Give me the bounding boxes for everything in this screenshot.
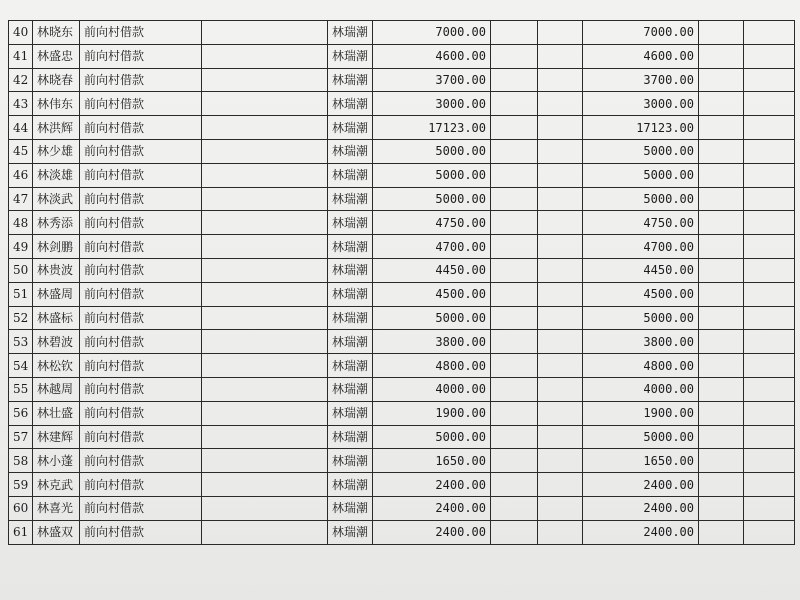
blank-cell (699, 473, 744, 497)
blank-cell (538, 116, 583, 140)
blank-cell (538, 496, 583, 520)
table-row (9, 139, 795, 163)
loan-ledger-table (8, 20, 795, 545)
balance-amount: 4000.00 (583, 377, 699, 401)
blank-cell (744, 496, 795, 520)
blank-cell (538, 68, 583, 92)
handler-name: 林瑞潮 (328, 473, 373, 497)
loan-amount: 4600.00 (373, 44, 491, 68)
blank-cell (491, 306, 538, 330)
loan-item: 前向村借款 (80, 258, 202, 282)
blank-cell (699, 425, 744, 449)
table-row (9, 496, 795, 520)
row-number: 47 (9, 187, 33, 211)
loan-item: 前向村借款 (80, 282, 202, 306)
loan-amount: 4500.00 (373, 282, 491, 306)
borrower-name: 林淡武 (33, 187, 80, 211)
blank-cell (699, 116, 744, 140)
loan-amount: 5000.00 (373, 187, 491, 211)
loan-amount: 7000.00 (373, 21, 491, 45)
blank-cell (202, 92, 328, 116)
handler-name: 林瑞潮 (328, 92, 373, 116)
blank-cell (538, 306, 583, 330)
balance-amount: 2400.00 (583, 473, 699, 497)
table-row (9, 282, 795, 306)
handler-name: 林瑞潮 (328, 163, 373, 187)
loan-amount: 17123.00 (373, 116, 491, 140)
blank-cell (538, 211, 583, 235)
blank-cell (491, 68, 538, 92)
borrower-name: 林盛周 (33, 282, 80, 306)
loan-amount: 3000.00 (373, 92, 491, 116)
loan-item: 前向村借款 (80, 44, 202, 68)
blank-cell (699, 449, 744, 473)
blank-cell (538, 520, 583, 544)
handler-name: 林瑞潮 (328, 496, 373, 520)
borrower-name: 林晓春 (33, 68, 80, 92)
loan-item: 前向村借款 (80, 354, 202, 378)
blank-cell (538, 44, 583, 68)
table-row (9, 354, 795, 378)
balance-amount: 5000.00 (583, 425, 699, 449)
balance-amount: 4450.00 (583, 258, 699, 282)
blank-cell (491, 425, 538, 449)
blank-cell (202, 282, 328, 306)
blank-cell (538, 163, 583, 187)
blank-cell (699, 330, 744, 354)
blank-cell (699, 211, 744, 235)
table-row (9, 21, 795, 45)
blank-cell (202, 330, 328, 354)
balance-amount: 2400.00 (583, 520, 699, 544)
row-number: 52 (9, 306, 33, 330)
row-number: 42 (9, 68, 33, 92)
balance-amount: 4500.00 (583, 282, 699, 306)
blank-cell (538, 282, 583, 306)
blank-cell (699, 258, 744, 282)
blank-cell (202, 163, 328, 187)
blank-cell (699, 92, 744, 116)
blank-cell (202, 258, 328, 282)
loan-amount: 5000.00 (373, 306, 491, 330)
blank-cell (744, 92, 795, 116)
table-row (9, 401, 795, 425)
loan-amount: 1650.00 (373, 449, 491, 473)
blank-cell (491, 211, 538, 235)
borrower-name: 林越周 (33, 377, 80, 401)
borrower-name: 林壮盛 (33, 401, 80, 425)
loan-amount: 4450.00 (373, 258, 491, 282)
blank-cell (744, 139, 795, 163)
borrower-name: 林晓东 (33, 21, 80, 45)
handler-name: 林瑞潮 (328, 330, 373, 354)
handler-name: 林瑞潮 (328, 139, 373, 163)
loan-item: 前向村借款 (80, 425, 202, 449)
blank-cell (202, 68, 328, 92)
loan-amount: 2400.00 (373, 473, 491, 497)
loan-amount: 4800.00 (373, 354, 491, 378)
blank-cell (744, 377, 795, 401)
blank-cell (202, 187, 328, 211)
borrower-name: 林碧波 (33, 330, 80, 354)
borrower-name: 林剑鹏 (33, 235, 80, 259)
blank-cell (491, 21, 538, 45)
blank-cell (699, 235, 744, 259)
table-row (9, 449, 795, 473)
handler-name: 林瑞潮 (328, 211, 373, 235)
loan-item: 前向村借款 (80, 68, 202, 92)
handler-name: 林瑞潮 (328, 187, 373, 211)
balance-amount: 5000.00 (583, 306, 699, 330)
blank-cell (538, 21, 583, 45)
blank-cell (744, 354, 795, 378)
balance-amount: 5000.00 (583, 187, 699, 211)
blank-cell (538, 235, 583, 259)
table-row (9, 235, 795, 259)
loan-amount: 2400.00 (373, 520, 491, 544)
loan-item: 前向村借款 (80, 449, 202, 473)
blank-cell (744, 473, 795, 497)
handler-name: 林瑞潮 (328, 377, 373, 401)
row-number: 49 (9, 235, 33, 259)
blank-cell (699, 496, 744, 520)
row-number: 58 (9, 449, 33, 473)
balance-amount: 4800.00 (583, 354, 699, 378)
blank-cell (491, 330, 538, 354)
blank-cell (491, 44, 538, 68)
borrower-name: 林盛标 (33, 306, 80, 330)
table-row (9, 520, 795, 544)
balance-amount: 17123.00 (583, 116, 699, 140)
table-row (9, 473, 795, 497)
loan-amount: 3800.00 (373, 330, 491, 354)
blank-cell (202, 116, 328, 140)
table-row (9, 425, 795, 449)
blank-cell (491, 163, 538, 187)
balance-amount: 5000.00 (583, 163, 699, 187)
handler-name: 林瑞潮 (328, 449, 373, 473)
blank-cell (744, 44, 795, 68)
blank-cell (744, 330, 795, 354)
row-number: 53 (9, 330, 33, 354)
loan-item: 前向村借款 (80, 163, 202, 187)
blank-cell (538, 473, 583, 497)
blank-cell (699, 401, 744, 425)
blank-cell (538, 377, 583, 401)
loan-item: 前向村借款 (80, 235, 202, 259)
handler-name: 林瑞潮 (328, 235, 373, 259)
handler-name: 林瑞潮 (328, 68, 373, 92)
blank-cell (699, 21, 744, 45)
row-number: 61 (9, 520, 33, 544)
blank-cell (202, 139, 328, 163)
loan-amount: 3700.00 (373, 68, 491, 92)
handler-name: 林瑞潮 (328, 520, 373, 544)
loan-item: 前向村借款 (80, 306, 202, 330)
loan-item: 前向村借款 (80, 21, 202, 45)
blank-cell (744, 449, 795, 473)
table-row (9, 211, 795, 235)
blank-cell (744, 21, 795, 45)
row-number: 46 (9, 163, 33, 187)
blank-cell (491, 354, 538, 378)
blank-cell (202, 449, 328, 473)
row-number: 57 (9, 425, 33, 449)
row-number: 55 (9, 377, 33, 401)
loan-amount: 1900.00 (373, 401, 491, 425)
blank-cell (744, 235, 795, 259)
blank-cell (491, 187, 538, 211)
blank-cell (699, 163, 744, 187)
blank-cell (744, 163, 795, 187)
borrower-name: 林秀添 (33, 211, 80, 235)
blank-cell (744, 258, 795, 282)
row-number: 44 (9, 116, 33, 140)
blank-cell (491, 258, 538, 282)
table-row (9, 377, 795, 401)
blank-cell (202, 211, 328, 235)
balance-amount: 3000.00 (583, 92, 699, 116)
row-number: 43 (9, 92, 33, 116)
loan-item: 前向村借款 (80, 187, 202, 211)
blank-cell (538, 401, 583, 425)
blank-cell (538, 139, 583, 163)
blank-cell (202, 21, 328, 45)
blank-cell (699, 354, 744, 378)
balance-amount: 1650.00 (583, 449, 699, 473)
blank-cell (699, 139, 744, 163)
blank-cell (202, 44, 328, 68)
table-row (9, 116, 795, 140)
table-row (9, 258, 795, 282)
loan-item: 前向村借款 (80, 116, 202, 140)
balance-amount: 1900.00 (583, 401, 699, 425)
blank-cell (202, 496, 328, 520)
borrower-name: 林喜光 (33, 496, 80, 520)
row-number: 51 (9, 282, 33, 306)
loan-amount: 4000.00 (373, 377, 491, 401)
loan-amount: 4700.00 (373, 235, 491, 259)
handler-name: 林瑞潮 (328, 354, 373, 378)
blank-cell (744, 187, 795, 211)
table-row (9, 44, 795, 68)
table-row (9, 68, 795, 92)
blank-cell (491, 282, 538, 306)
row-number: 56 (9, 401, 33, 425)
blank-cell (491, 449, 538, 473)
borrower-name: 林贵波 (33, 258, 80, 282)
blank-cell (744, 520, 795, 544)
blank-cell (491, 116, 538, 140)
blank-cell (202, 354, 328, 378)
blank-cell (744, 401, 795, 425)
table-row (9, 163, 795, 187)
loan-item: 前向村借款 (80, 330, 202, 354)
handler-name: 林瑞潮 (328, 116, 373, 140)
borrower-name: 林淡雄 (33, 163, 80, 187)
blank-cell (202, 377, 328, 401)
blank-cell (744, 211, 795, 235)
loan-amount: 5000.00 (373, 425, 491, 449)
blank-cell (699, 377, 744, 401)
borrower-name: 林洪辉 (33, 116, 80, 140)
row-number: 40 (9, 21, 33, 45)
loan-amount: 5000.00 (373, 139, 491, 163)
loan-item: 前向村借款 (80, 139, 202, 163)
blank-cell (699, 187, 744, 211)
blank-cell (202, 473, 328, 497)
blank-cell (491, 235, 538, 259)
balance-amount: 7000.00 (583, 21, 699, 45)
borrower-name: 林盛忠 (33, 44, 80, 68)
loan-item: 前向村借款 (80, 92, 202, 116)
table-row (9, 187, 795, 211)
blank-cell (491, 92, 538, 116)
row-number: 48 (9, 211, 33, 235)
blank-cell (699, 306, 744, 330)
loan-item: 前向村借款 (80, 520, 202, 544)
loan-item: 前向村借款 (80, 401, 202, 425)
table-row (9, 92, 795, 116)
loan-item: 前向村借款 (80, 496, 202, 520)
table-row (9, 306, 795, 330)
handler-name: 林瑞潮 (328, 44, 373, 68)
row-number: 54 (9, 354, 33, 378)
balance-amount: 4700.00 (583, 235, 699, 259)
row-number: 45 (9, 139, 33, 163)
blank-cell (202, 306, 328, 330)
loan-amount: 2400.00 (373, 496, 491, 520)
balance-amount: 4600.00 (583, 44, 699, 68)
blank-cell (538, 187, 583, 211)
blank-cell (202, 235, 328, 259)
blank-cell (699, 68, 744, 92)
blank-cell (491, 520, 538, 544)
balance-amount: 3700.00 (583, 68, 699, 92)
ledger-body (9, 21, 795, 545)
balance-amount: 5000.00 (583, 139, 699, 163)
handler-name: 林瑞潮 (328, 306, 373, 330)
borrower-name: 林克武 (33, 473, 80, 497)
blank-cell (202, 401, 328, 425)
borrower-name: 林少雄 (33, 139, 80, 163)
blank-cell (202, 425, 328, 449)
blank-cell (538, 449, 583, 473)
handler-name: 林瑞潮 (328, 282, 373, 306)
blank-cell (491, 139, 538, 163)
blank-cell (699, 282, 744, 306)
handler-name: 林瑞潮 (328, 401, 373, 425)
row-number: 59 (9, 473, 33, 497)
blank-cell (538, 258, 583, 282)
borrower-name: 林建辉 (33, 425, 80, 449)
blank-cell (538, 92, 583, 116)
blank-cell (491, 473, 538, 497)
blank-cell (699, 520, 744, 544)
blank-cell (744, 68, 795, 92)
blank-cell (744, 425, 795, 449)
balance-amount: 4750.00 (583, 211, 699, 235)
borrower-name: 林伟东 (33, 92, 80, 116)
table-row (9, 330, 795, 354)
blank-cell (491, 496, 538, 520)
borrower-name: 林盛双 (33, 520, 80, 544)
row-number: 50 (9, 258, 33, 282)
blank-cell (538, 425, 583, 449)
loan-item: 前向村借款 (80, 377, 202, 401)
row-number: 60 (9, 496, 33, 520)
borrower-name: 林松钦 (33, 354, 80, 378)
blank-cell (538, 354, 583, 378)
borrower-name: 林小蓬 (33, 449, 80, 473)
loan-item: 前向村借款 (80, 211, 202, 235)
handler-name: 林瑞潮 (328, 258, 373, 282)
blank-cell (491, 377, 538, 401)
row-number: 41 (9, 44, 33, 68)
blank-cell (744, 282, 795, 306)
loan-amount: 5000.00 (373, 163, 491, 187)
blank-cell (202, 520, 328, 544)
balance-amount: 2400.00 (583, 496, 699, 520)
loan-amount: 4750.00 (373, 211, 491, 235)
blank-cell (491, 401, 538, 425)
balance-amount: 3800.00 (583, 330, 699, 354)
handler-name: 林瑞潮 (328, 21, 373, 45)
blank-cell (744, 306, 795, 330)
handler-name: 林瑞潮 (328, 425, 373, 449)
loan-item: 前向村借款 (80, 473, 202, 497)
blank-cell (744, 116, 795, 140)
blank-cell (538, 330, 583, 354)
blank-cell (699, 44, 744, 68)
